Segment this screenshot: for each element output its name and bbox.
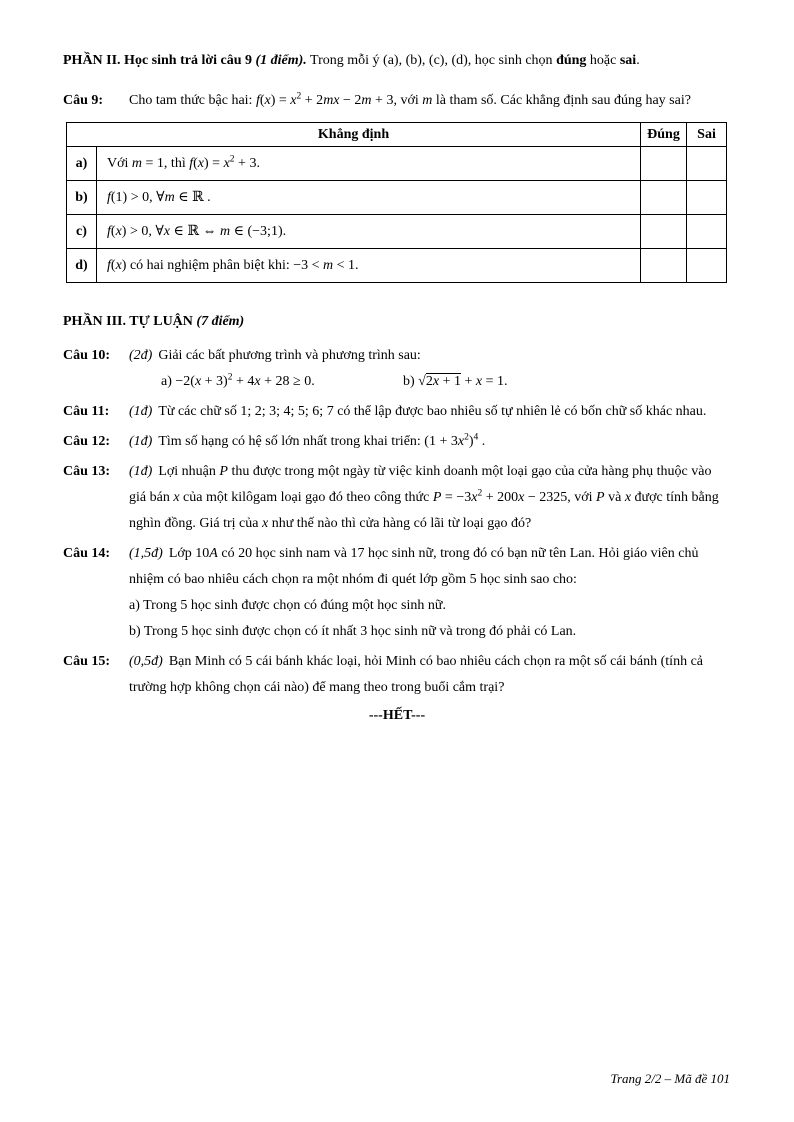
question-10-subitems	[129, 369, 731, 395]
row-d-label: d)	[67, 249, 97, 283]
question-14	[63, 541, 731, 645]
part2-heading-sai: sai	[619, 53, 637, 68]
row-a-dung-cell	[641, 147, 687, 181]
question-10-points: (2đ)	[129, 348, 153, 363]
row-c-statement: f(x) > 0, ∀x ∈ ℝ ⇔ m ∈ (−3;1).	[97, 215, 641, 249]
part3-heading-title: PHẦN III. TỰ LUẬN	[63, 314, 197, 329]
question-14-points: (1,5đ)	[129, 546, 163, 561]
table-header-row	[67, 123, 727, 147]
cau9-table-wrap	[63, 122, 731, 283]
row-d-dung-cell	[641, 249, 687, 283]
cau9-table	[66, 122, 727, 283]
row-d-sai-cell	[687, 249, 727, 283]
question-11-text: Từ các chữ số 1; 2; 3; 4; 5; 6; 7 có thể lập được bao nhiêu số tự nhiên lẻ có bốn chữ số khác nhau.	[158, 404, 707, 419]
question-13	[63, 459, 731, 537]
part2-heading-period: .	[636, 53, 640, 68]
question-12-points: (1đ)	[129, 434, 153, 449]
question-14a: a) Trong 5 học sinh được chọn có đúng một học sinh nữ.	[129, 598, 446, 613]
part2-heading-title: PHẦN II. Học sinh trả lời câu 9	[63, 53, 256, 68]
table-row-c	[67, 215, 727, 249]
part3-heading	[63, 309, 731, 335]
question-11-body	[129, 399, 731, 425]
question-11-label: Câu 11:	[63, 404, 110, 419]
table-row-b	[67, 181, 727, 215]
question-14-label: Câu 14:	[63, 546, 111, 561]
end-marker: ---HẾT---	[368, 708, 426, 723]
question-9-label: Câu 9:	[63, 93, 104, 108]
question-13-text: Lợi nhuận P thu được trong một ngày từ việc kinh doanh một loại gạo của cửa hàng phụ thuộc vào giá bán x của một kilôgam loại gạo đó theo công thức $P = -3x^2 + 200x - 2325$, với P và x được tính bằng nghìn đồng. Giá trị của x như thế nào thì cửa hàng có lãi từ loại gạo đó?	[129, 464, 719, 531]
question-15-body	[129, 649, 731, 701]
row-b-label: b)	[67, 181, 97, 215]
part3-heading-points: (7 điểm)	[196, 314, 245, 329]
question-15	[63, 649, 731, 701]
question-13-label: Câu 13:	[63, 464, 111, 479]
table-row-a	[67, 147, 727, 181]
question-15-text: Bạn Minh có 5 cái bánh khác loại, hỏi Minh có bao nhiêu cách chọn ra một số cái bánh (tính cả trường hợp không chọn cái nào) để mang theo trong buổi cắm trại?	[129, 654, 704, 695]
question-10a: $a) -2(x + 3)^2 + 4x + 28 \ge 0$.	[161, 372, 315, 389]
part2-heading-text: Trong mỗi ý (a), (b), (c), (d), học sinh chọn	[306, 53, 557, 68]
part2-heading-points: (1 điểm).	[255, 53, 307, 68]
question-14-body	[129, 541, 731, 645]
question-9	[63, 88, 731, 114]
row-b-dung-cell	[641, 181, 687, 215]
row-b-sai-cell	[687, 181, 727, 215]
row-c-label: c)	[67, 215, 97, 249]
question-10-body	[129, 343, 731, 395]
row-a-sai-cell	[687, 147, 727, 181]
part2-heading-dung: đúng	[556, 53, 587, 68]
question-12-label: Câu 12:	[63, 434, 111, 449]
question-9-text: Cho tam thức bậc hai: $f(x) = x^2 + 2mx - 2m + 3$, với m là tham số. Các khẳng định sau đúng hay sai?	[129, 91, 691, 108]
row-d-statement: f(x) có hai nghiệm phân biệt khi: −3 < m < 1.	[97, 249, 641, 283]
question-12-body	[129, 429, 731, 455]
question-13-body	[129, 459, 731, 537]
question-12	[63, 429, 731, 455]
part2-heading-hoac: hoặc	[586, 53, 620, 68]
question-10-text: Giải các bất phương trình và phương trình sau:	[158, 348, 421, 363]
row-c-dung-cell	[641, 215, 687, 249]
header-sai: Sai	[687, 123, 727, 147]
row-b-statement: f(1) > 0, ∀m ∈ ℝ .	[97, 181, 641, 215]
question-14b: b) Trong 5 học sinh được chọn có ít nhất 3 học sinh nữ và trong đó phải có Lan.	[129, 624, 577, 639]
page-footer: Trang 2/2 – Mã đề 101	[610, 1071, 730, 1086]
header-statement: Khẳng định	[67, 123, 641, 147]
question-11-points: (1đ)	[129, 404, 153, 419]
row-c-sai-cell	[687, 215, 727, 249]
table-row-d	[67, 249, 727, 283]
question-11	[63, 399, 731, 425]
question-12-text: Tìm số hạng có hệ số lớn nhất trong khai triển: $(1 + 3x^2)^4$ .	[158, 432, 486, 449]
question-10b: b) √2x + 1 + x = 1.	[403, 374, 508, 389]
header-dung: Đúng	[641, 123, 687, 147]
question-13-points: (1đ)	[129, 464, 153, 479]
question-10-label: Câu 10:	[63, 348, 111, 363]
question-10	[63, 343, 731, 395]
question-14-text: Lớp 10A có 20 học sinh nam và 17 học sinh nữ, trong đó có bạn nữ tên Lan. Hỏi giáo viên chủ nhiệm có bao nhiêu cách chọn ra một nhóm đi quét lớp gồm 5 học sinh sao cho:	[129, 546, 699, 587]
row-a-label: a)	[67, 147, 97, 181]
part2-heading	[63, 48, 731, 74]
row-a-statement: Với m = 1, thì $f(x) = x^2 + 3$.	[97, 147, 641, 181]
question-15-points: (0,5đ)	[129, 654, 163, 669]
question-15-label: Câu 15:	[63, 654, 111, 669]
